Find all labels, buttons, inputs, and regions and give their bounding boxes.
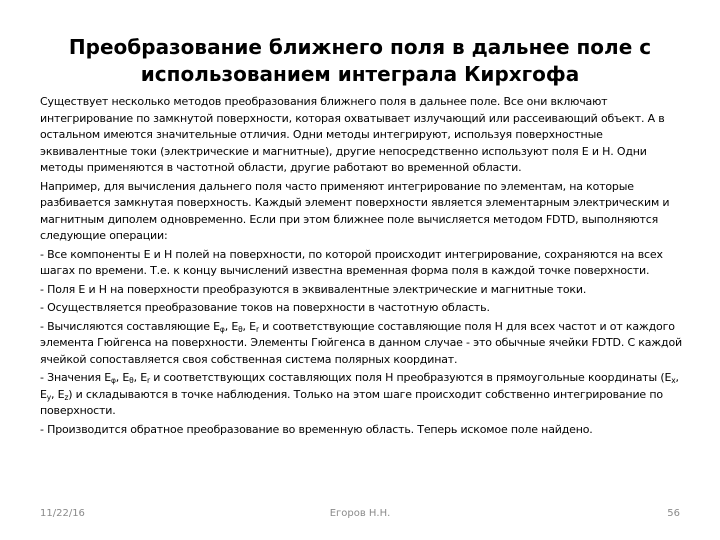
text-run: и соответствующие составляющие поля Н для всех частот и от каждого элемента Гюйгенса на поверхности. Элементы Гюйгенса в данном случае - это обычные ячейки FDTD. С каждой ячейкой сопоставляется своя собственная система полярных координат. bbox=[40, 319, 682, 366]
slide-body bbox=[40, 94, 682, 440]
footer-date: 11/22/16 bbox=[40, 508, 85, 519]
text-run: - Значения Е bbox=[40, 371, 111, 384]
text-run: и соответствующих составляющих поля Н преобразуются в прямоугольные координаты (Е bbox=[149, 371, 672, 384]
subscript: φ bbox=[110, 376, 116, 385]
text-run: , Е bbox=[115, 371, 130, 384]
text-run: , Е bbox=[224, 319, 239, 333]
step-compute-components bbox=[40, 319, 682, 369]
paragraph-example: Например, для вычисления дальнего поля часто применяют интегрирование по элементам, на которые разбивается замкнутая поверхность. Каждый элемент поверхности является элементарным электрическим и магнитным диполем одновременно. Если при этом ближнее поле вычисляется методом FDTD, выполняются следующие операции: bbox=[40, 179, 670, 242]
text-run: , Е bbox=[51, 387, 65, 401]
subscript: θ bbox=[129, 376, 134, 385]
subscript: r bbox=[146, 376, 150, 385]
step-rectangular-coordinates bbox=[40, 370, 682, 420]
page-number: 56 bbox=[667, 508, 680, 519]
paragraph-intro: Существует несколько методов преобразования ближнего поля в дальнее поле. Все они включают интегрирование по замкнутой поверхности, которая охватывает излучающий или рассеивающий объект. А в остальном имеются значительные отличия. Одни методы интегрируют, используя поверхностные эквивалентные токи (электрические и магнитные), другие непосредственно используют поля Е и Н. Одни методы применяются в частотной области, другие работают во временной области. bbox=[40, 95, 665, 174]
subscript: φ bbox=[219, 324, 225, 334]
subscript: x bbox=[671, 376, 676, 385]
subscript: r bbox=[255, 324, 259, 334]
text-run: ) и складываются в точке наблюдения. Только на этом шаге происходит собственно интегрирование по поверхности. bbox=[40, 387, 663, 417]
text-run: , Е bbox=[242, 319, 256, 333]
step-equivalent-currents: - Поля Е и Н на поверхности преобразуются в эквивалентные электрические и магнитные токи. bbox=[40, 282, 587, 296]
slide-title: Преобразование ближнего поля в дальнее поле с использованием интеграла Кирхгофа bbox=[68, 35, 652, 86]
text-run: - Вычисляются составляющие Е bbox=[40, 319, 220, 333]
step-store-fields: - Все компоненты Е и Н полей на поверхности, по которой происходит интегрирование, сохраняются на всех шагах по времени. Т.е. к концу вычислений известна временная форма поля в каждой точке поверхности. bbox=[40, 247, 663, 277]
step-inverse-transform: - Производится обратное преобразование во временную область. Теперь искомое поле найдено. bbox=[40, 422, 593, 436]
subscript: θ bbox=[238, 324, 243, 334]
subscript: y bbox=[46, 392, 52, 402]
text-run: , Е bbox=[40, 371, 679, 401]
subscript: z bbox=[64, 392, 69, 402]
text-run: , Е bbox=[133, 371, 147, 384]
footer-author: Егоров Н.Н. bbox=[329, 508, 391, 519]
step-frequency-domain: - Осуществляется преобразование токов на поверхности в частотную область. bbox=[40, 301, 490, 314]
